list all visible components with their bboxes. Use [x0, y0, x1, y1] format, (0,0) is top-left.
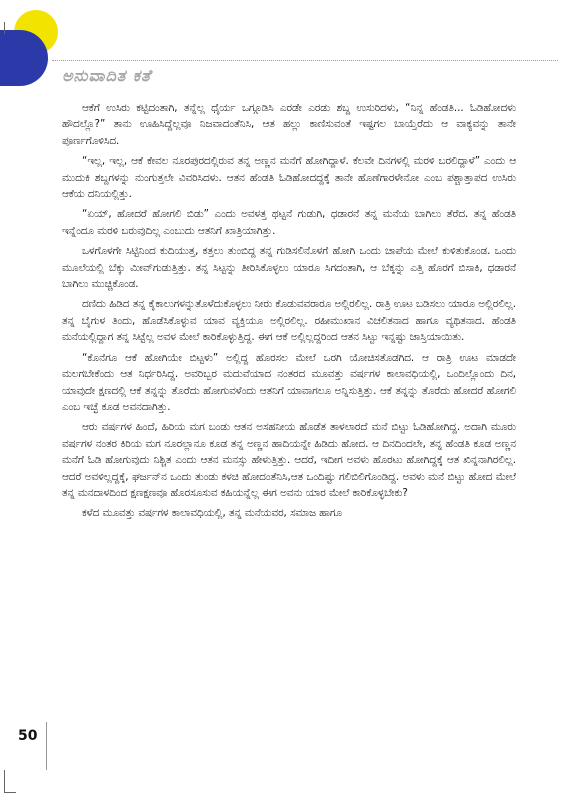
- crop-mark-bottom-horizontal: [4, 792, 16, 793]
- header-dotted-rule: [52, 60, 558, 61]
- paragraph: “ಏಯ್, ಹೋದರೆ ಹೋಗಲಿ ಬಿಡು” ಎಂದು ಅವಳತ್ತ ಥಟ್ಟನೆ ಗುಡುಗಿ, ಧಡಾರನೆ ತನ್ನ ಮನೆಯ ಬಾಗಿಲು ತೆರೆದ. ತನ್ನ ಹೆಂಡತಿ ಇನ್ನೆಂದೂ ಮರಳಿ ಬರುವುದಿಲ್ಲ ಎಂಬುದು ಆತನಿಗೆ ಖಾತ್ರಿಯಾಗಿತ್ತು.: [62, 208, 516, 237]
- blue-tab-decoration: [0, 30, 48, 86]
- paragraph: ಒಳಗೊಳಗೇ ಸಿಟ್ಟಿನಿಂದ ಕುದಿಯುತ್ತ, ಕತ್ತಲು ತುಂಬಿದ್ದ ತನ್ನ ಗುಡಿಸಲಿನೊಳಗೆ ಹೋಗಿ ಒಂದು ಚಾಪೆಯ ಮೇಲೆ ಕುಳಿತುಕೊಂಡ. ಒಂದು ಮೂಲೆಯಲ್ಲಿ ಬೆಕ್ಕು ಮೀವ್‌ಗುಡುತ್ತಿತ್ತು. ತನ್ನ ಸಿಟ್ಟನ್ನು ತೀರಿಸಿಕೊಳ್ಳಲು ಯಾರೂ ಸಿಗದಂತಾಗಿ, ಆ ಬೆಕ್ಕನ್ನು ಎತ್ತಿ ಹೊರಗೆ ಬಿಸಾಕಿ, ಧಡಾರನೆ ಬಾಗಿಲು ಮುಚ್ಚಿಕೊಂಡ.: [62, 245, 516, 291]
- paragraph: ದಣಿದು ಹಿಡಿದ ತನ್ನ ಕೈಕಾಲುಗಳನ್ನುತೊಳೆದುಕೊಳ್ಳಲು ನೀರು ಕೊಡುವವರಾರೂ ಅಲ್ಲಿರಲಿಲ್ಲ. ರಾತ್ರಿ ಊಟ ಬಡಿಸಲು ಯಾರೂ ಅಲ್ಲಿರಲಿಲ್ಲ. ತನ್ನ ಬೈಗುಳ ತಿಂದು, ಹೊಡೆಸಿಕೊಳ್ಳುವ ಯಾವ ವ್ಯಕ್ತಿಯೂ ಅಲ್ಲಿರಲಿಲ್ಲ. ರಹೀಮುಖಾನ ವಿಚಲಿತನಾದ ಹಾಗೂ ವ್ಯಥಿತನಾದ. ಹೆಂಡತಿ ಮನೆಯಲ್ಲಿದ್ದಾಗ ತನ್ನ ಸಿಟ್ಟೆಲ್ಲ ಅವಳ ಮೇಲೆ ಕಾರಿಕೊಳ್ಳುತ್ತಿದ್ದ. ಈಗ ಆಕೆ ಅಲ್ಲಿಲ್ಲದ್ದರಿಂದ ಆತನ ಸಿಟ್ಟು ಇನ್ನಷ್ಟು ಜಾಸ್ತಿಯಾಯಿತು.: [62, 298, 516, 344]
- paragraph: ಆಕೆಗೆ ಉಸಿರು ಕಟ್ಟಿದಂತಾಗಿ, ತನ್ನೆಲ್ಲ ಧೈರ್ಯ ಒಗ್ಗೂಡಿಸಿ ಎರಡೇ ಎರಡು ಶಬ್ದ ಉಸುರಿದಳು, “ನಿನ್ನ ಹೆಂಡತಿ... ಓಡಿಹೋದಳು ಹೌದಲ್ಲೊ?” ತಾನು ಊಹಿಸಿದ್ದೆಲ್ಲವೂ ನಿಜವಾದಂತೆನಿಸಿ, ಆತ ಹಲ್ಲು ಕಾಣಿಸುವಂತೆ ಇಷ್ಟಗಲ ಬಾಯ್ತೆರೆದು ಆ ವಾಕ್ಯವನ್ನು ತಾನೇ ಪೂರ್ಣಗೊಳಿಸಿದ.: [62, 102, 516, 147]
- section-title: ಅನುವಾದಿತ ಕತೆ: [62, 66, 152, 85]
- paragraph: ಆರು ವರ್ಷಗಳ ಹಿಂದೆ, ಹಿರಿಯ ಮಗ ಬಂಡು ಆತನ ಅಸಹನೀಯ ಹೊಡೆತ ತಾಳಲಾರದೆ ಮನೆ ಬಿಟ್ಟು ಓಡಿಹೋಗಿದ್ದ. ಅದಾಗಿ ಮೂರು ವರ್ಷಗಳ ನಂತರ ಕಿರಿಯ ಮಗ ನೂರಲ್ಲಾನೂ ಕೂಡ ತನ್ನ ಅಣ್ಣನ ಹಾದಿಯನ್ನೇ ಹಿಡಿದು ಹೋದ. ಆ ದಿನದಿಂದಲೇ, ತನ್ನ ಹೆಂಡತಿ ಕೂಡ ಅಣ್ಣನ ಮನೆಗೆ ಓಡಿ ಹೋಗುವುದು ನಿಶ್ಚಿತ ಎಂದು ಆತನ ಮನಸ್ಸು ಹೇಳುತ್ತಿತ್ತು. ಆದರೆ, ಇದೀಗ ಅವಳು ಹೊರಟು ಹೋಗಿದ್ದಕ್ಕೆ ಆತ ಖಿನ್ನನಾಗಿರಲಿಲ್ಲ. ಆದರೆ ಅವಳಿಲ್ಲದ್ದಕ್ಕೆ, ಘರ್ಜನ್‌ನ ಒಂದು ತುಂಡು ಕಳಚಿ ಹೋದಂತೆನಿಸಿ,ಆತ ಒಂದಿಷ್ಟು ಗಲಿಬಿಲಿಗೊಂಡಿದ್ದ. ಅವಳು ಮನೆ ಬಿಟ್ಟು ಹೋದ ಮೇಲೆ ತನ್ನ ಮನದಾಳದಿಂದ ಕ್ಷಣಕ್ಷಣವೂ ಹೊರಸೂಸುವ ಕಹಿಯನ್ನೆಲ್ಲ ಈಗ ಅವನು ಯಾರ ಮೇಲೆ ಕಾರಿಕೊಳ್ಳಬೇಕು?: [62, 421, 516, 499]
- crop-mark-bottom: [4, 770, 5, 792]
- story-body: [62, 100, 516, 526]
- paragraph: “ಇಲ್ಲ, ಇಲ್ಲ, ಆಕೆ ಕೇವಲ ನೂರಪುರದಲ್ಲಿರುವ ತನ್ನ ಅಣ್ಣನ ಮನೆಗೆ ಹೋಗಿದ್ದಾಳೆ. ಕೆಲವೇ ದಿನಗಳಲ್ಲಿ ಮರಳಿ ಬರಲಿದ್ದಾಳೆ” ಎಂದು ಆ ಮುದುಕಿ ಶಬ್ದಗಳನ್ನು ನುಂಗುತ್ತಲೇ ವಿವರಿಸಿದಳು. ಆತನ ಹೆಂಡತಿ ಓಡಿಹೋದದ್ದಕ್ಕೆ ತಾನೇ ಹೊಣೆಗಾರಳೇನೋ ಎಂಬ ಪಶ್ಚಾತ್ತಾಪದ ಉಸಿರು ಆಕೆಯ ದನಿಯಲ್ಲಿತ್ತು.: [62, 155, 516, 201]
- page-number-rule: [46, 722, 47, 770]
- crop-mark-top: [4, 22, 5, 34]
- page-number: 50: [18, 728, 38, 744]
- paragraph: ಕಳೆದ ಮೂವತ್ತು ವರ್ಷಗಳ ಕಾಲಾವಧಿಯಲ್ಲಿ, ತನ್ನ ಮನೆಯವರ, ಸಮಾಜ ಹಾಗೂ: [82, 507, 343, 520]
- paragraph: “ಕೊನೆಗೂ ಆಕೆ ಹೋಗಿಯೇ ಬಿಟ್ಟಳು” ಅಲ್ಲಿದ್ದ ಹೊರಸಲ ಮೇಲೆ ಒರಗಿ ಯೋಚಿಸತೊಡಗಿದ. ಆ ರಾತ್ರಿ ಊಟ ಮಾಡದೇ ಮಲಗಬೇಕೆಂದು ಆತ ನಿರ್ಧರಿಸಿದ್ದ. ಅವರಿಬ್ಬರ ಮದುವೆಯಾದ ನಂತರದ ಮೂವತ್ತು ವರ್ಷಗಳ ಕಾಲಾವಧಿಯಲ್ಲಿ, ಒಂದಿಲ್ಲೊಂದು ದಿನ, ಯಾವುದೇ ಕ್ಷಣದಲ್ಲಿ ಆಕೆ ತನ್ನನ್ನು ತೊರೆದು ಹೋಗುವಳೆಂದು ಆತನಿಗೆ ಯಾವಾಗಲೂ ಅನ್ನಿಸುತ್ತಿತ್ತು. ಆಕೆ ತನ್ನನ್ನು ತೊರೆದು ಹೋದರೆ ಹೋಗಲಿ ಎಂಬ ಇಚ್ಛೆ ಕೂಡ ಅವನದಾಗಿತ್ತು.: [62, 351, 516, 413]
